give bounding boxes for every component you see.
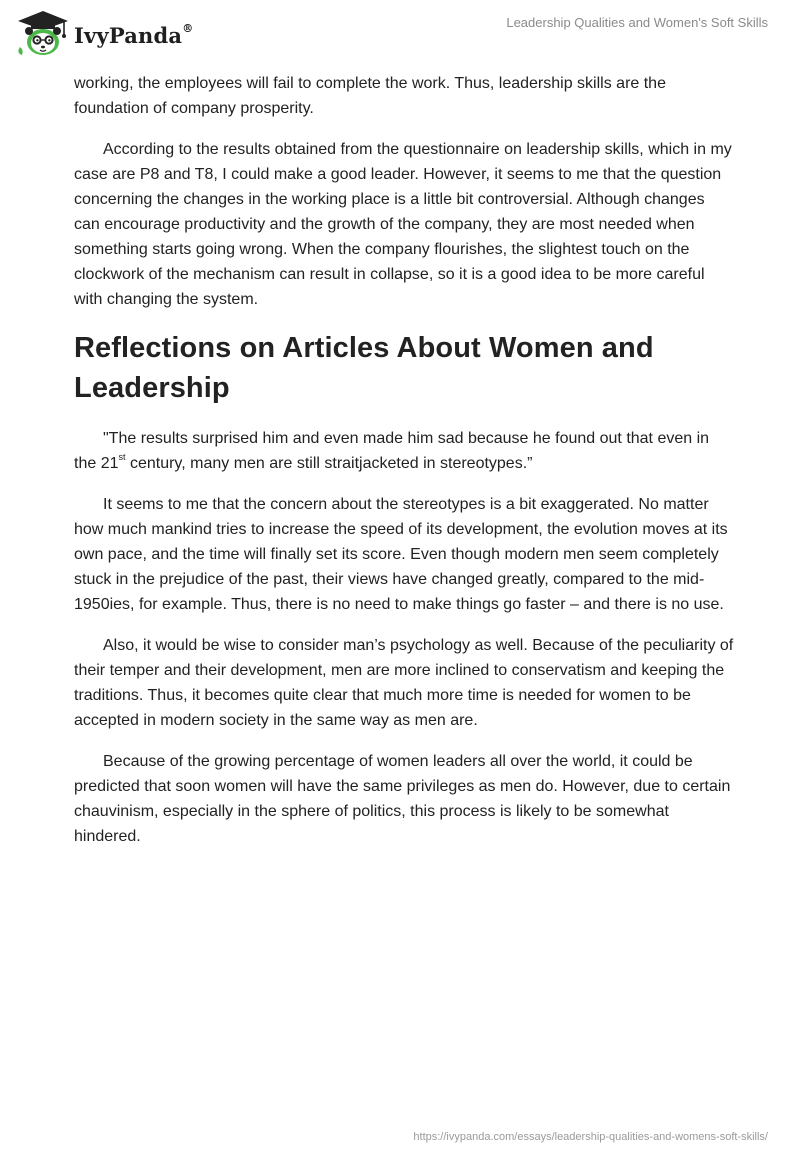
ivypanda-logo[interactable] [14, 9, 193, 57]
panda-graduate-icon [14, 9, 72, 57]
quote-text-end: century, many men are still straitjacketed in stereotypes.” [125, 455, 533, 472]
logo-text: IvyPanda® [74, 21, 194, 48]
paragraph-continuation: working, the employees will fail to complete the work. Thus, leadership skills are the foundation of company prosperity. [74, 75, 666, 117]
document-title: Leadership Qualities and Women's Soft Skills [506, 15, 768, 30]
page-header [0, 0, 800, 60]
section-heading: Reflections on Articles About Women and Leadership [74, 332, 654, 404]
paragraph-quote [74, 426, 734, 476]
essay-content [74, 71, 734, 865]
ordinal-suffix: st [118, 451, 126, 462]
paragraph-women-leaders: Because of the growing percentage of women leaders all over the world, it could be predicted that soon women will have the same privileges as men do. However, due to certain chauvinism, especially in the sphere of politics, this process is likely to be somewhat hindered. [74, 753, 731, 845]
paragraph-psychology: Also, it would be wise to consider man’s psychology as well. Because of the peculiarity of their temper and their development, men are more inclined to conservatism and keeping the traditions. Thus, it becomes quite clear that much more time is needed for women to be accepted in modern society in the same way as men are. [74, 637, 734, 729]
paragraph-stereotypes: It seems to me that the concern about the stereotypes is a bit exaggerated. No matter how much mankind tries to increase the speed of its development, the evolution moves at its own pace, and the time will finally set its score. Even though modern men seem completely stuck in the prejudice of the past, their views have changed greatly, compared to the mid-1950ies, for example. Thus, there is no need to make things go faster – and there is no use. [74, 496, 728, 613]
source-url[interactable]: https://ivypanda.com/essays/leadership-qualities-and-womens-soft-skills/ [413, 1131, 768, 1143]
paragraph-questionnaire: According to the results obtained from the questionnaire on leadership skills, which in my case are P8 and T8, I could make a good leader. However, it seems to me that the question concerning the changes in the working place is a little bit controversial. Although changes can encourage productivity and the growth of the company, they are most needed when something starts going wrong. When the company flourishes, the slightest touch on the clockwork of the mechanism can result in collapse, so it is a good idea to be more careful with changing the system. [74, 141, 732, 308]
quote-text-start: "The results surprised him and even made him sad because he found out that even in the 21 [74, 430, 710, 472]
